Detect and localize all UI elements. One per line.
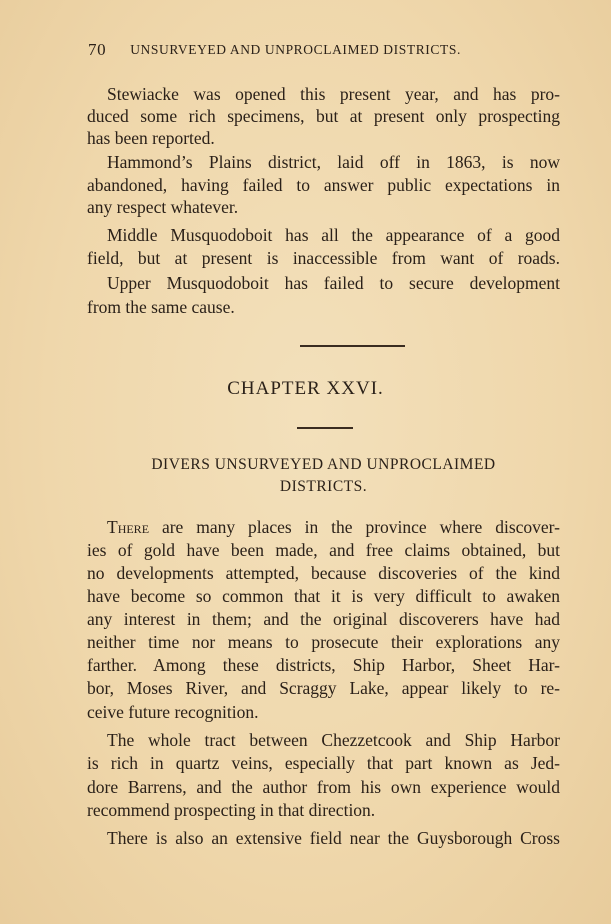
chapter-title: CHAPTER XXVI.	[227, 378, 384, 399]
text-line: is rich in quartz veins, especially that part known as Jed-	[87, 753, 560, 773]
text-line: Upper Musquodoboit has failed to secure development	[107, 273, 560, 293]
page-number: 70	[88, 40, 107, 59]
text-line: any respect whatever.	[87, 197, 239, 217]
chapter-divider	[297, 427, 353, 429]
text-line: duced some rich specimens, but at present only prospecting	[87, 106, 560, 126]
text-line: ies of gold have been made, and free claims obtained, but	[87, 540, 560, 560]
text-line: field, but at present is inaccessible from want of roads.	[87, 248, 560, 268]
text-line: Middle Musquodoboit has all the appearance of a good	[107, 225, 560, 245]
text-line: ceive future recognition.	[87, 702, 259, 722]
text-line: dore Barrens, and the author from his own experience would	[87, 777, 560, 797]
text-line: There is also an extensive field near the Guysborough Cross	[107, 828, 560, 848]
text-line: no developments attempted, because discoveries of the kind	[87, 563, 560, 583]
section-heading-line: DISTRICTS.	[279, 478, 368, 495]
section-heading-line: DIVERS UNSURVEYED AND UNPROCLAIMED	[151, 456, 496, 473]
text-fragment: are many places in the province where discover-	[149, 517, 560, 537]
text-line: recommend prospecting in that direction.	[87, 800, 376, 820]
text-line: Stewiacke was opened this present year, and has pro-	[107, 84, 560, 104]
text-line: have become so common that it is very difficult to awaken	[87, 586, 560, 606]
running-title: UNSURVEYED AND UNPROCLAIMED DISTRICTS.	[130, 42, 461, 57]
text-line: farther. Among these districts, Ship Harbor, Sheet Har-	[87, 655, 560, 675]
text-line: has been reported.	[87, 128, 215, 148]
text-line: bor, Moses River, and Scraggy Lake, appear likely to re-	[87, 678, 560, 698]
text-line: any interest in them; and the original discoverers have had	[87, 609, 560, 629]
text-line	[107, 516, 560, 538]
section-divider	[300, 345, 405, 347]
text-line: The whole tract between Chezzetcook and Ship Harbor	[107, 730, 560, 750]
text-line: abandoned, having failed to answer public expectations in	[87, 175, 560, 195]
running-header	[88, 42, 518, 60]
text-line: from the same cause.	[87, 297, 235, 317]
first-word: There	[107, 517, 150, 537]
text-line: Hammond’s Plains district, laid off in 1863, is now	[107, 152, 560, 172]
text-line: neither time nor means to prosecute their explorations any	[87, 632, 560, 652]
